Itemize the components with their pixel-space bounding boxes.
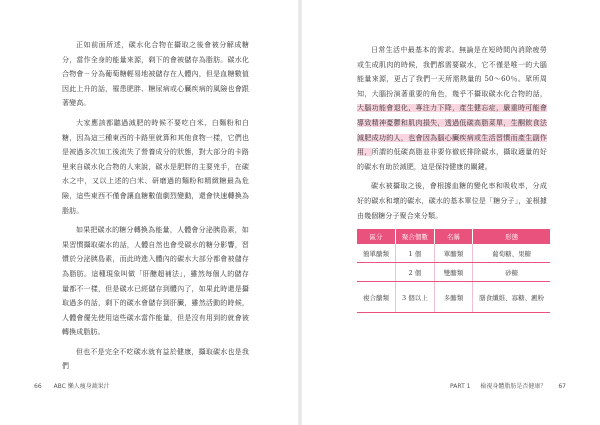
table-header-row: [357, 229, 550, 244]
paragraph: [357, 43, 547, 174]
left-body-text: [62, 38, 249, 379]
table-row: [357, 244, 550, 263]
table-cell: 膳食纖維、寡糖、澱粉: [473, 282, 550, 313]
table-cell: 葡萄糖、果糖: [473, 244, 550, 263]
table-row: [357, 282, 550, 313]
paragraph: 正如前面所述，碳水化合物在攝取之後會被分解成糖分，當作全身的能量來源，剩下的會被儲存為脂肪。碳水化合物會ㄧ分為葡萄糖輕易地被儲存在人體內，但是血糖數值因此上升的話，罹患肥胖、糖尿病或心臟疾病的風險也會跟著變高。: [62, 41, 249, 108]
table-header: 名稱: [434, 229, 473, 244]
left-folio: [34, 381, 110, 390]
part-label: PART 1: [450, 383, 471, 390]
table-cell: 3 個以上: [396, 282, 435, 313]
paragraph: 大家應該都聽過減肥的時候不要吃白米、白麵粉和白糖，因為這三種東西的卡路里就算和其他食物一樣，它們也是被過多次加工後流失了營養成分的狀態，對大部分的卡路里來自碳水化合物的人來說，碳水是肥胖的主要兇手，在碳水之中，又以上述的白米、研磨過的麵粉和精緻糖最為危險，這些東西不僅會讓血糖數值劇烈變動，還會快速轉換為脂肪。: [62, 118, 249, 215]
table-cell: 複合醣類: [357, 282, 396, 313]
paragraph: 但也不是完全不吃碳水就有益於健康，攝取碳水也是我們: [62, 347, 249, 371]
table-cell: 簡單醣類: [357, 244, 396, 263]
table-cell: 1 個: [396, 244, 435, 263]
page-number: 66: [34, 383, 42, 390]
table-header: 聚合個數: [396, 229, 435, 244]
page-number: 67: [558, 383, 566, 390]
table-cell: 雙醣類: [434, 263, 473, 282]
paragraph: 如果把碳水的糖分轉換為能量，人體會分泌胰島素，如果習慣攝取碳水的話，人體自然也會受碳水的糖分影響，習慣於分泌胰島素，而此時進入體內的碳水大部分都會被儲存為脂肪。這種現象叫做「肝醣超補法」，雖然每個人的儲存量都不一樣，但是碳水已經儲存到體內了，如果此時還是攝取過多的話，剩下的碳水會儲存到肝臟，雖然活動的時候，人體會優先使用這些碳水當作能量，但是沒有用到的就會被轉換成脂肪。: [62, 226, 249, 337]
table-cell: 2 個: [396, 263, 435, 282]
highlighted-text: 大腦功能會退化，專注力下降，產生健忘症，嚴重時可能會導致精神憂鬱和肌肉損失，透過低碳高脂菜單，生酮飲食法減肥成功的人，也會因為腦心臟疾病或生活習慣而產生副作用，: [357, 104, 547, 157]
table-cell: 單醣類: [434, 244, 473, 263]
book-title: ABC 懶人瘦身蔬果汁: [53, 383, 110, 390]
right-page: [300, 0, 600, 425]
table-header: 區分: [357, 229, 396, 244]
table-header: 形態: [473, 229, 550, 244]
sugar-classification-table: [357, 229, 550, 313]
chapter-title: 檢視身體脂肪是否健康？: [480, 383, 547, 390]
right-folio: [450, 381, 566, 390]
paragraph-text: 日常生活中最基本的需求。無論是在短時間內消除疲勞或生成肌肉的時候，我們都需要碳水，它不僅是唯一的大腦能量來源，更占了我們一天所需熱量的 50～60％。眾所周知，大腦扮演著重要的角色，幾乎不攝取碳水化合物的話，: [357, 46, 547, 98]
table-cell: 多醣類: [434, 282, 473, 313]
right-body-text: [357, 43, 547, 228]
table-row: [357, 263, 550, 282]
paragraph-text: 所謂的低碳高脂並非要你徹底排除碳水，攝取適量的好的碳水有助於減肥，這是保持健康的關鍵。: [357, 148, 547, 171]
table-cell: [357, 263, 396, 282]
table-cell: 砂糖: [473, 263, 550, 282]
paragraph: 碳水被攝取之後，會根據血糖的變化率和吸收率，分成好的碳水和壞的碳水，碳水的基本單位是「糖分子」，並根據由幾個糖分子聚合來分類。: [357, 182, 547, 220]
